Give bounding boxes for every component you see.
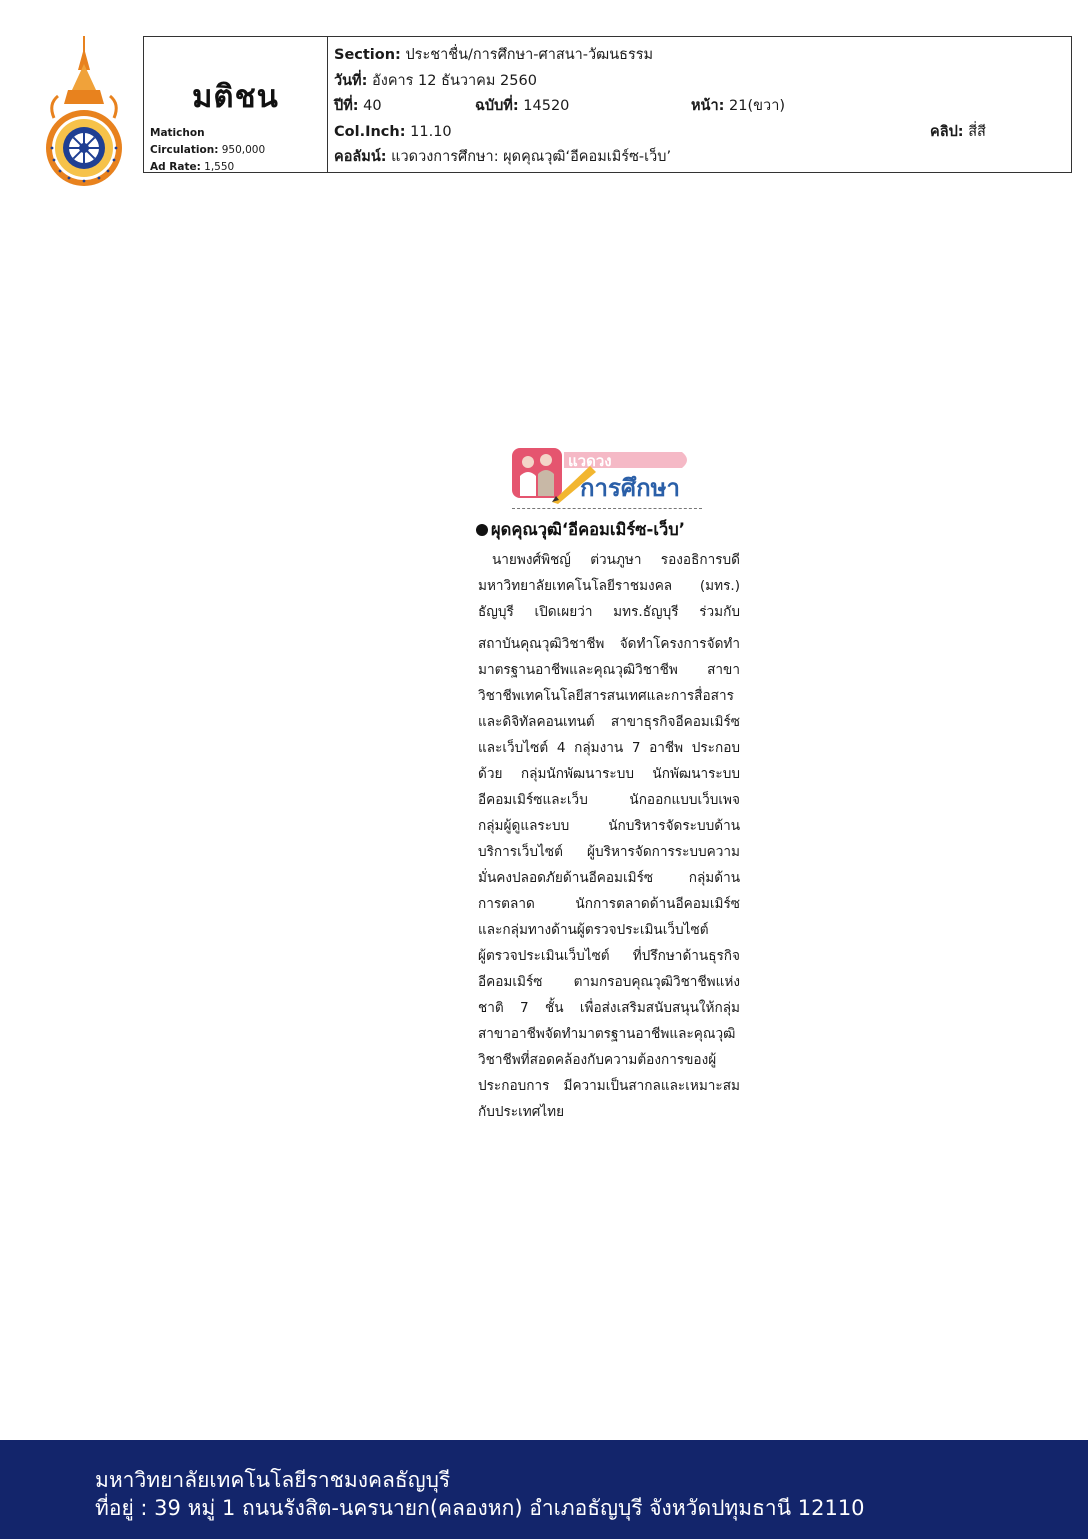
article-line: กับประเทศไทย [478,1104,565,1120]
article-line: ชาติ 7 ชั้น เพื่อส่งเสริมสนับสนุนให้กลุ่ม [478,1000,740,1016]
banner-main-text: การศึกษา [580,474,680,502]
section-value: ประชาชื่น/การศึกษา-ศาสนา-วัฒนธรรม [405,47,654,63]
article-line: อีคอมเมิร์ซและเว็บ นักออกแบบเว็บเพจ [478,792,740,808]
page-value: 21(ขวา) [729,98,785,114]
section-label: Section: [334,47,401,63]
footer-bar [0,1440,1088,1539]
colinch-label: Col.Inch: [334,123,406,140]
headline-text: ผุดคุณวุฒิ‘อีคอมเมิร์ซ-เว็บ’ [491,520,685,539]
footer-address: ที่อยู่ : 39 หมู่ 1 ถนนรังสิต-นครนายก(คลองหก) อำเภอธัญบุรี จังหวัดปทุมธานี 12110 [95,1496,865,1520]
article-headline [476,517,740,543]
article-line: การตลาด นักการตลาดด้านอีคอมเมิร์ซ [478,896,740,912]
year-value: 40 [363,98,382,114]
publication-cell [144,37,328,172]
article-line: สถาบันคุณวุฒิวิชาชีพ จัดทำโครงการจัดทำ [478,636,740,652]
column-value: แวดวงการศึกษา: ผุดคุณวุฒิ‘อีคอมเมิร์ซ-เว็บ’ [391,149,672,165]
circulation-label: Circulation [150,144,215,156]
article-body [478,547,740,1125]
banner-divider [512,508,702,509]
section-row [334,43,1063,69]
colinch-value: 11.10 [410,123,452,140]
article-line: ด้วย กลุ่มนักพัฒนาระบบ นักพัฒนาระบบ [478,766,740,782]
issue-value: 14520 [523,98,570,114]
publication-logo: มติชน [192,79,279,115]
circulation-value: 950,000 [221,144,266,156]
article-line: อีคอมเมิร์ซ ตามกรอบคุณวุฒิวิชาชีพแห่ง [478,974,740,990]
article-line: บริการเว็บไซต์ ผู้บริหารจัดการระบบความ [478,844,740,860]
article-line: ผู้ตรวจประเมินเว็บไซต์ ที่ปรึกษาด้านธุรกิจ [478,948,740,964]
page-label: หน้า: [691,98,725,114]
publication-meta: Matichon Circulation: 950,000 Ad Rate: 1,550 [150,127,266,173]
article-line: มาตรฐานอาชีพและคุณวุฒิวิชาชีพ สาขา [478,662,740,678]
column-banner [512,446,697,504]
article-line: ธัญบุรี เปิดเผยว่า มทร.ธัญบุรี ร่วมกับ [478,604,740,620]
banner-top-text: แวดวง [568,452,612,470]
ad-rate-label: Ad Rate [150,161,197,173]
article-line: วิชาชีพที่สอดคล้องกับความต้องการของผู้ [478,1052,717,1068]
publication-name: Matichon [150,127,205,139]
colinch-row [334,120,1063,146]
article-line: นายพงศ์พิชญ์ ต่วนภูษา รองอธิการบดี [492,552,740,568]
date-row [334,69,1063,95]
news-clipping [478,446,740,1125]
issue-row [334,94,1063,120]
issue-label: ฉบับที่: [475,98,519,114]
year-label: ปีที่: [334,98,359,114]
article-line: วิชาชีพเทคโนโลยีสารสนเทศและการสื่อสาร [478,688,734,704]
date-label: วันที่: [334,72,368,89]
clip-details-cell [334,43,1063,171]
article-line: กลุ่มผู้ดูแลระบบ นักบริหารจัดระบบด้าน [478,818,740,834]
column-label: คอลัมน์: [334,149,387,165]
article-line: สาขาอาชีพจัดทำมาตรฐานอาชีพและคุณวุฒิ [478,1026,736,1042]
university-seal-icon [38,34,130,186]
bullet-icon [476,524,488,536]
ad-rate-value: 1,550 [204,161,235,173]
date-value: อังคาร 12 ธันวาคม 2560 [372,72,537,89]
clipping-header-table [143,36,1072,173]
article-line: มั่นคงปลอดภัยด้านอีคอมเมิร์ซ กลุ่มด้าน [478,870,740,886]
column-row [334,145,1063,171]
article-line: และเว็บไซต์ 4 กลุ่มงาน 7 อาชีพ ประกอบ [478,740,740,756]
article-line: มหาวิทยาลัยเทคโนโลยีราชมงคล (มทร.) [478,578,740,594]
clip-label: คลิป: [930,123,964,140]
article-line: และดิจิทัลคอนเทนต์ สาขาธุรกิจอีคอมเมิร์ซ [478,714,740,730]
clip-value: สี่สี [968,123,986,140]
article-line: และกลุ่มทางด้านผู้ตรวจประเมินเว็บไซต์ [478,922,709,938]
footer-university-name: มหาวิทยาลัยเทคโนโลยีราชมงคลธัญบุรี [95,1468,451,1492]
article-line: ประกอบการ มีความเป็นสากลและเหมาะสม [478,1078,740,1094]
